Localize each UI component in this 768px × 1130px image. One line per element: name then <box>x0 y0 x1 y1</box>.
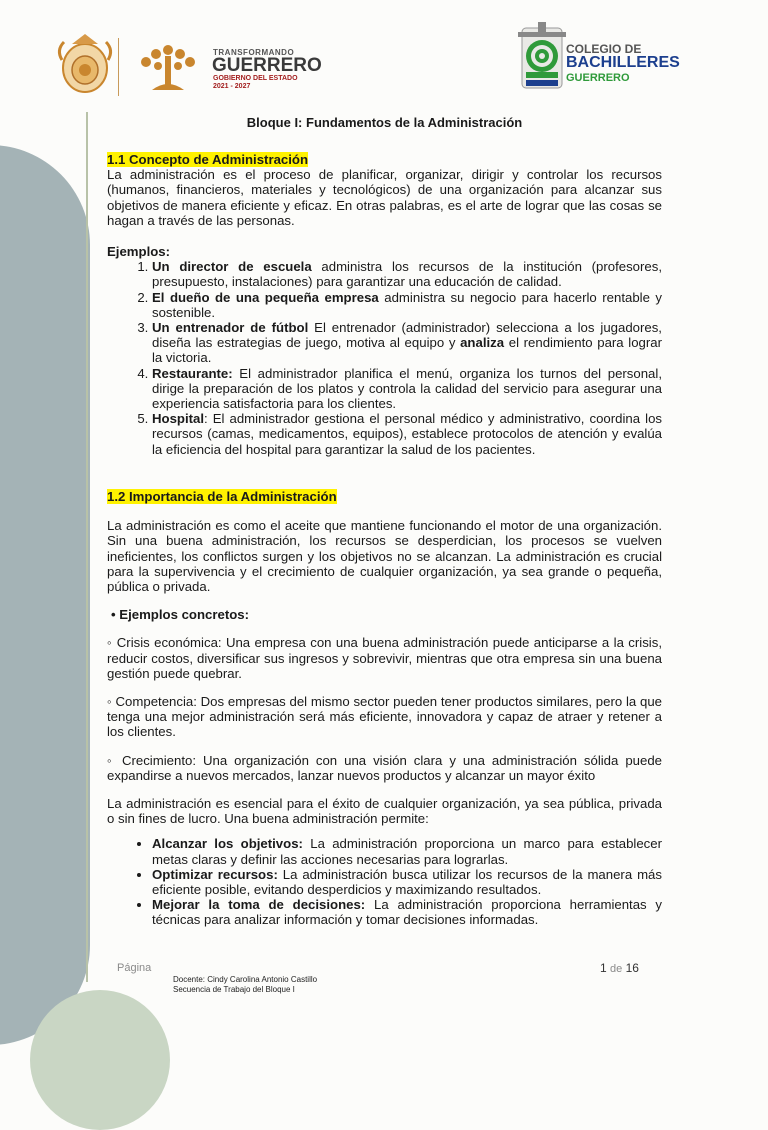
section-paragraph: La administración es como el aceite que mantiene funcionando el motor de una organización. Sin una buena administración, los recursos se desperdician, los procesos se vuelven ineficientes, los conflictos surgen y los objetivos no se alcanzan. La administración es crucial para la supervivencia y el crecimiento de cualquier organización, ya sea grande o pequeña, pública o privada. <box>107 518 662 595</box>
decorative-bottom-circle <box>30 990 170 1130</box>
list-item: 4. Restaurante: El administrador planifica el menú, organiza los turnos del personal, dirige la preparación de los platos y controla la calidad del servicio para asegurar una experiencia satisfactoria para los clientes. <box>152 366 662 412</box>
document-title: Bloque I: Fundamentos de la Administración <box>246 115 523 130</box>
examples-list <box>107 259 662 457</box>
closing-paragraph: La administración es esencial para el éxito de cualquier organización, ya sea pública, privada o sin fines de lucro. Una buena administración permite: <box>107 796 662 827</box>
header-divider <box>118 38 119 96</box>
list-item: • Alcanzar los objetivos: La administración proporciona un marco para establecer metas claras y definir las acciones necesarias para lograrlas. <box>152 836 662 866</box>
years-label: 2021 - 2027 <box>213 83 251 90</box>
page-number <box>600 961 639 975</box>
list-item: 1. Un director de escuela administra los recursos de la institución (profesores, presupuesto, instalaciones) para garantizar una educación de calidad. <box>152 259 662 289</box>
bachilleres-label: BACHILLERES <box>566 54 680 71</box>
decorative-side-arc <box>0 145 90 1045</box>
list-item: • Mejorar la toma de decisiones: La administración proporciona herramientas y técnicas para analizar información y tomar decisiones informadas. <box>152 897 662 927</box>
guerrero-coat-of-arms-logo <box>50 30 120 96</box>
guerrero-label: GUERRERO <box>212 55 322 76</box>
colegio-de-label: COLEGIO DE <box>566 42 642 56</box>
section-importancia <box>107 489 662 928</box>
examples-label: Ejemplos: <box>107 244 171 260</box>
footer-sequence: Secuencia de Trabajo del Bloque I <box>173 985 295 994</box>
section-paragraph: La administración es el proceso de planificar, organizar, dirigir y controlar los recursos (humanos, financieros, materiales y tecnológicos) de una organización para alcanzar sus objetivos de manera eficiente y eficaz. En otras palabras, es el arte de lograr que las cosas se hagan a través de las personas. <box>107 167 662 228</box>
gobierno-label: GOBIERNO DEL ESTADO <box>213 75 298 82</box>
list-item: 5. Hospital: El administrador gestiona el personal médico y administrativo, coordina los recursos (camas, medicamentos, equipos), establece protocolos de atención y evalúa la eficiencia del hospital para garantizar la salud de los pacientes. <box>152 411 662 457</box>
list-item: 2. El dueño de una pequeña empresa administra su negocio para hacerlo rentable y sostenible. <box>152 290 662 320</box>
page-total: 16 <box>625 961 639 975</box>
list-item: • Optimizar recursos: La administración busca utilizar los recursos de la manera más eficiente posible, evitando desperdicios y maximizando resultados. <box>152 867 662 897</box>
page-of: de <box>610 963 623 975</box>
benefits-list <box>107 836 662 927</box>
concrete-example: ◦ Crecimiento: Una organización con una visión clara y una administración sólida puede expandirse a nuevos mercados, lanzar nuevos productos y alcanzar un mayor éxito <box>107 752 662 783</box>
tree-logo <box>132 40 204 95</box>
section-concepto <box>107 152 662 457</box>
concrete-example: ◦ Crisis económica: Una empresa con una buena administración puede anticiparse a la crisis, reducir costos, diversificar sus ingresos y sobrevivir, mientras que otra empresa sin una buena gestión puede quebrar. <box>107 635 662 681</box>
list-item: 3. Un entrenador de fútbol El entrenador (administrador) selecciona a los jugadores, diseña las estrategias de juego, motiva al equipo y analiza el rendimiento para lograr la victoria. <box>152 320 662 366</box>
guerrero-green-label: GUERRERO <box>566 72 630 84</box>
concrete-examples-label: • Ejemplos concretos: <box>111 607 249 623</box>
section-heading: 1.1 Concepto de Administración <box>107 152 309 167</box>
section-heading: 1.2 Importancia de la Administración <box>107 489 337 504</box>
transformando-label: TRANSFORMANDO <box>213 48 295 57</box>
page-current: 1 <box>600 961 607 975</box>
footer-info <box>173 975 317 995</box>
colegio-bachilleres-logo <box>516 22 568 94</box>
footer-teacher: Docente: Cindy Carolina Antonio Castillo <box>173 975 318 984</box>
footer-page-label: Página <box>117 962 152 974</box>
concrete-example: ◦ Competencia: Dos empresas del mismo sector pueden tener productos similares, pero la que tenga una mejor administración será más eficiente, innovadora y capaz de atraer y retener a los clientes. <box>107 694 662 740</box>
decorative-vertical-line <box>86 112 88 982</box>
